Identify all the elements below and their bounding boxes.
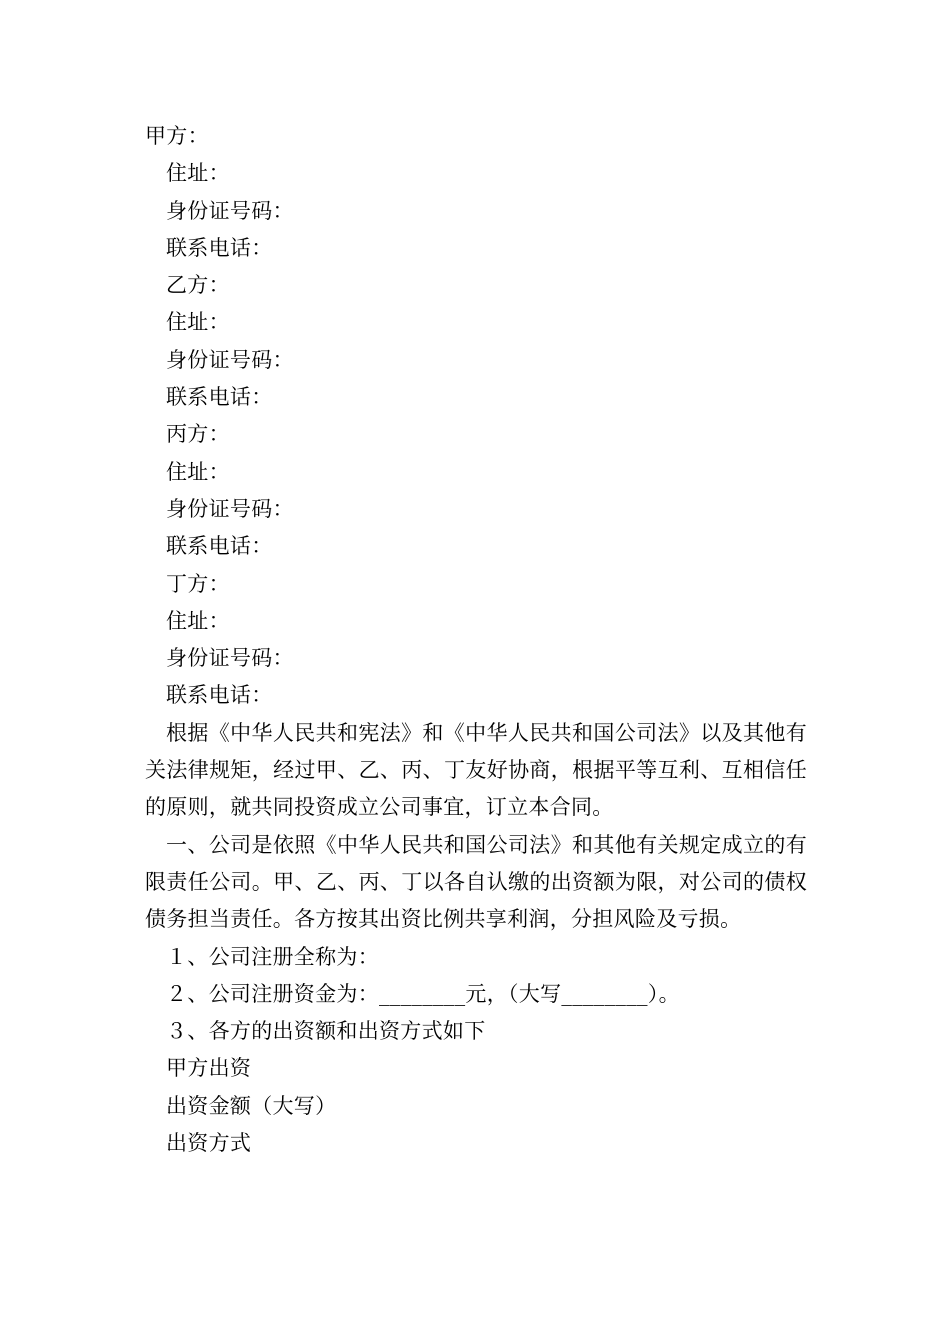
party-b-title: 乙方：: [166, 273, 230, 298]
contract-body: [145, 118, 807, 1162]
party-a-title: 甲方：: [145, 124, 209, 148]
party-a-id-label: 身份证号码：: [166, 198, 294, 223]
party-a-address-label: 住址：: [166, 161, 230, 186]
party-a-contribution-heading: 甲方出资: [166, 1056, 252, 1081]
item-contribution-terms: ３、各方的出资额和出资方式如下: [166, 1019, 486, 1044]
party-a-phone-label: 联系电话：: [166, 235, 273, 260]
party-c-id-label: 身份证号码：: [166, 496, 294, 521]
party-d-title: 丁方：: [166, 571, 230, 596]
preamble-paragraph: 根据《中华人民共和宪法》和《中华人民共和国公司法》以及其他有关法律规矩，经过甲、乙、丙、丁友好协商，根据平等互利、互相信任的原则，就共同投资成立公司事宜，订立本合同。: [145, 720, 807, 820]
party-d-phone-label: 联系电话：: [166, 683, 273, 708]
party-d-address-label: 住址：: [166, 608, 230, 633]
item-company-name: １、公司注册全称为：: [166, 944, 379, 969]
party-c-phone-label: 联系电话：: [166, 534, 273, 559]
party-c-title: 丙方：: [166, 422, 230, 447]
party-b-id-label: 身份证号码：: [166, 347, 294, 372]
contribution-method-label: 出资方式: [166, 1131, 252, 1156]
party-b-address-label: 住址：: [166, 310, 230, 335]
contribution-amount-label: 出资金额（大写）: [166, 1093, 337, 1118]
party-d-id-label: 身份证号码：: [166, 646, 294, 671]
item-registered-capital: ２、公司注册资金为：________元，（大写________）。: [166, 981, 680, 1006]
clause-one-paragraph: 一、公司是依照《中华人民共和国公司法》和其他有关规定成立的有限责任公司。甲、乙、丙、丁以各自认缴的出资额为限，对公司的债权债务担当责任。各方按其出资比例共享利润，分担风险及亏损。: [145, 832, 807, 932]
party-c-address-label: 住址：: [166, 459, 230, 484]
party-b-phone-label: 联系电话：: [166, 385, 273, 410]
